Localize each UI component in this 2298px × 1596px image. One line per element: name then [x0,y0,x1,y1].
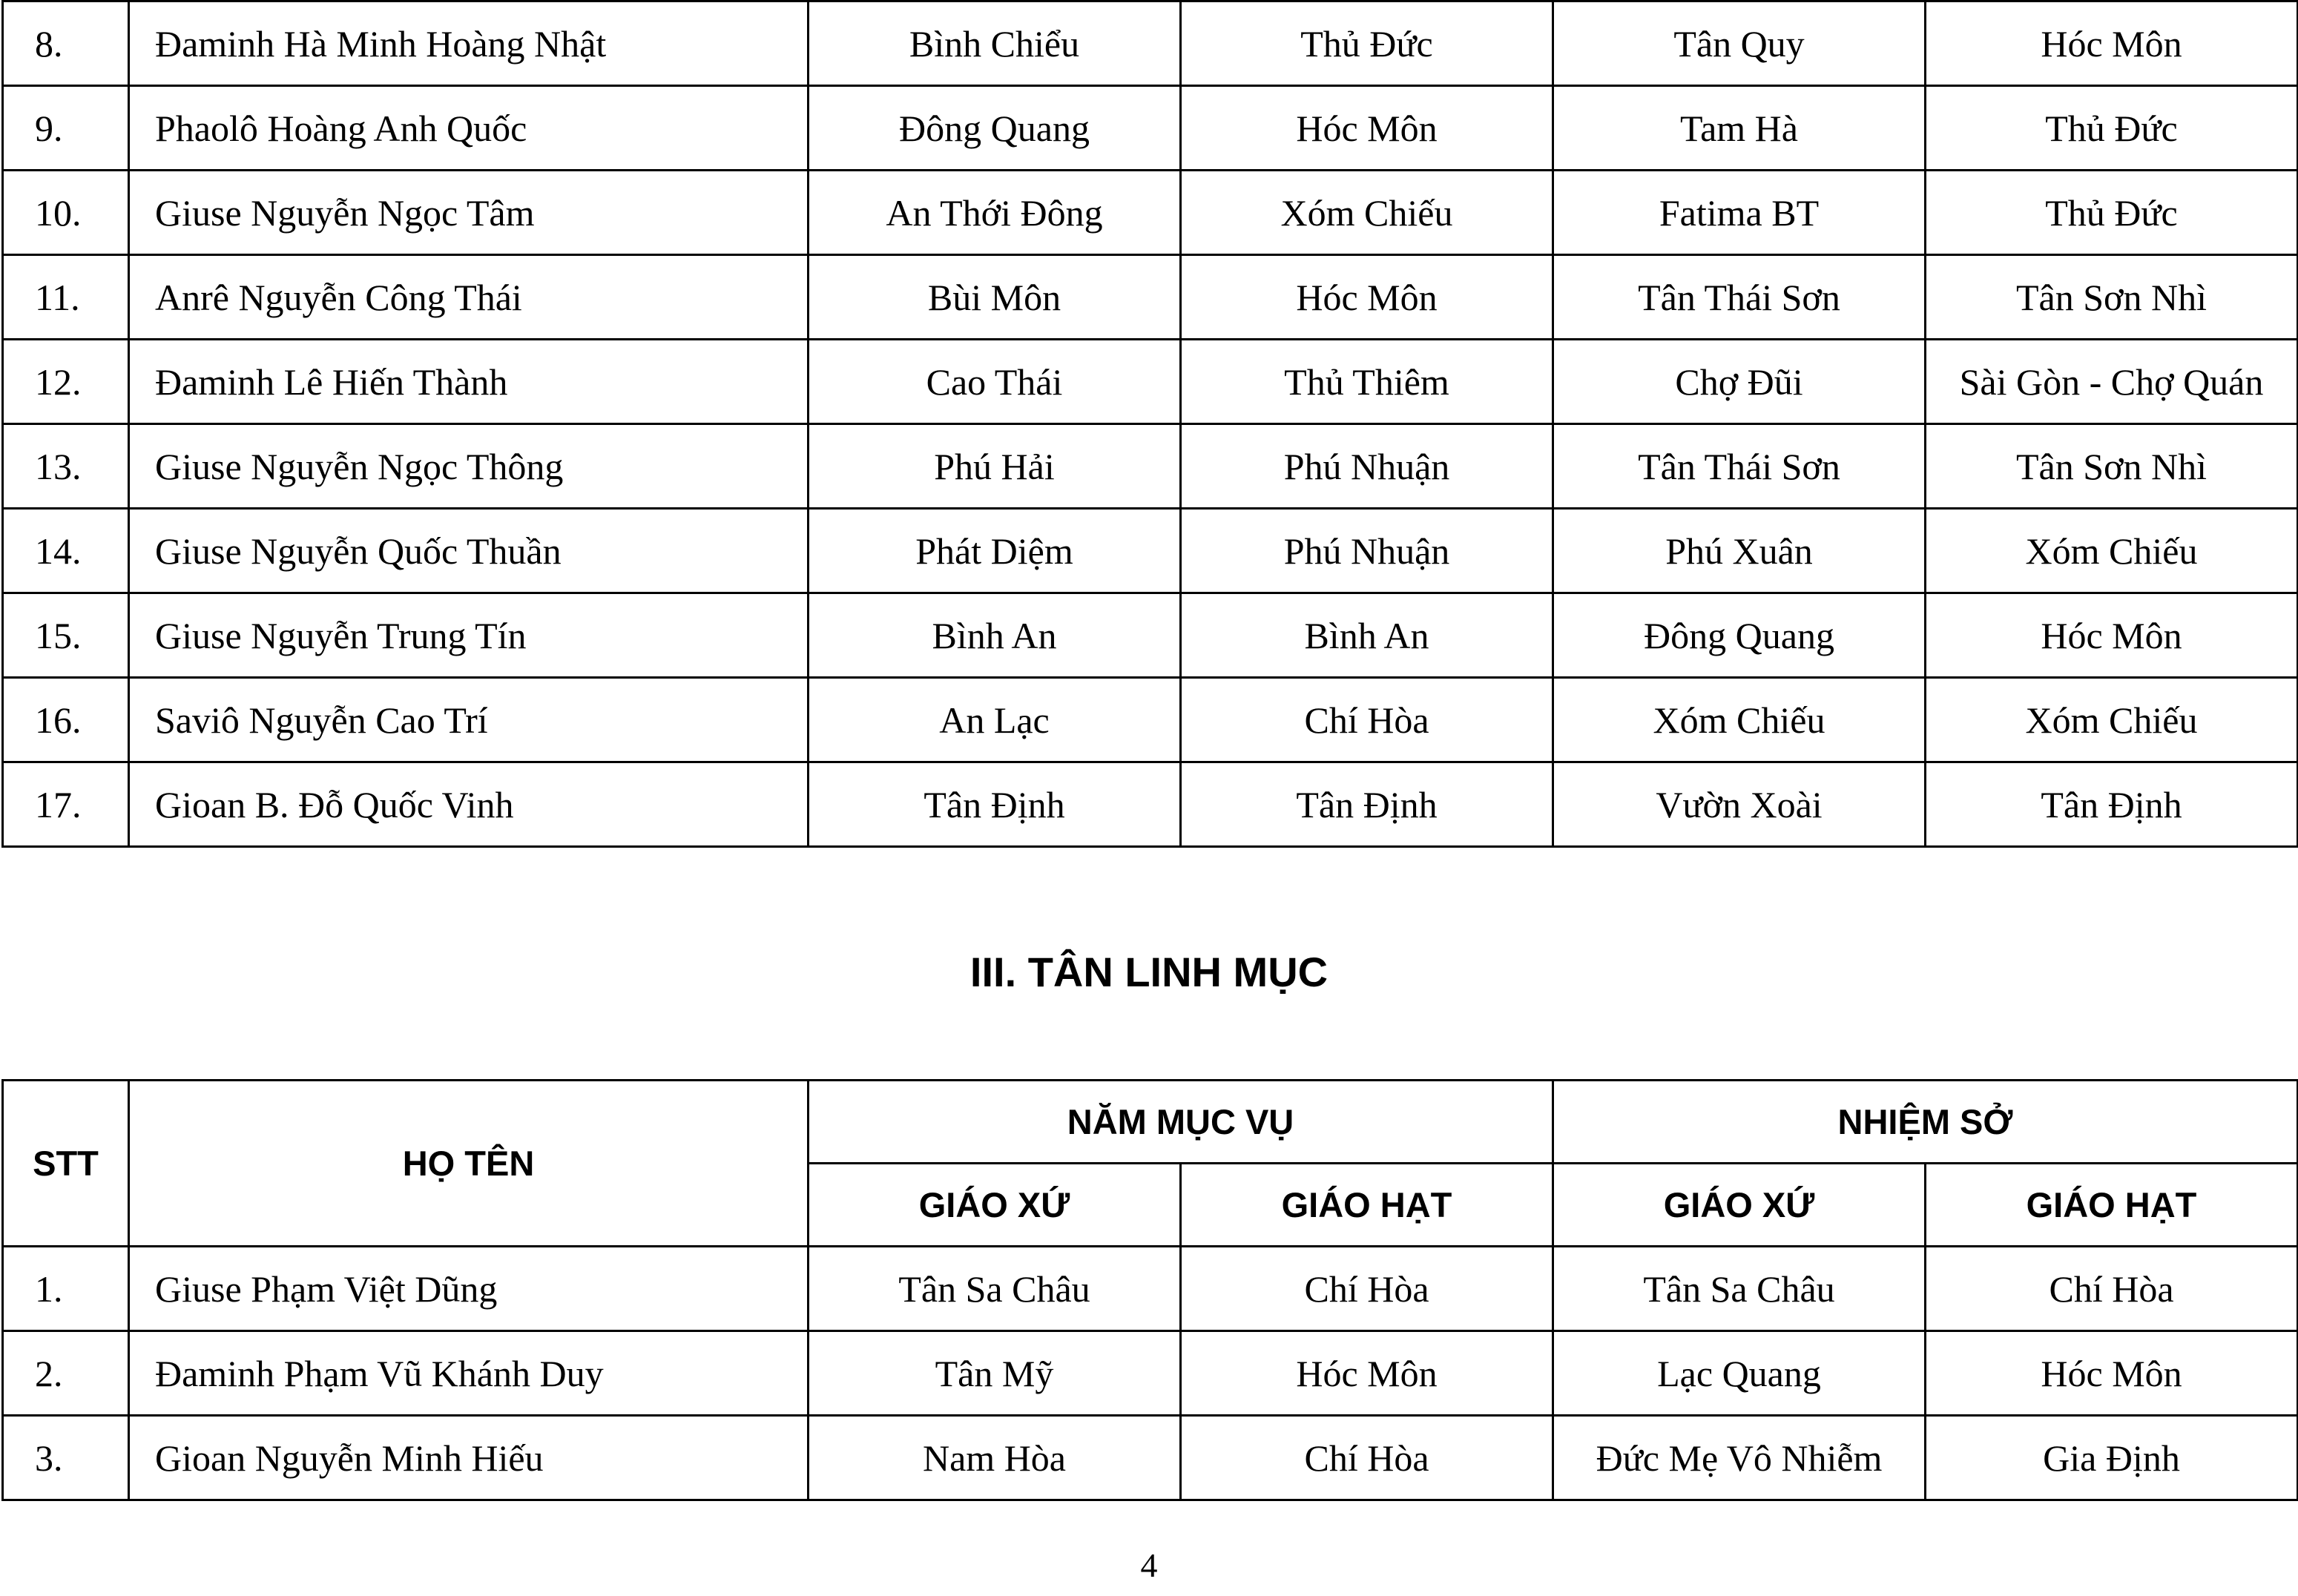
cell-deanery-assignment: Xóm Chiếu [1926,678,2298,762]
table-row [3,762,2298,847]
cell-parish-pastoral: Phú Hải [809,424,1181,509]
table-row [3,1416,2298,1500]
cell-deanery-pastoral: Chí Hòa [1181,1416,1553,1500]
header-row-top [3,1081,2298,1164]
cell-parish-assignment: Đông Quang [1553,593,1926,678]
cell-deanery-assignment: Sài Gòn - Chợ Quán [1926,340,2298,424]
table-row [3,340,2298,424]
new-priests-table-header [3,1081,2298,1247]
cell-deanery-assignment: Chí Hòa [1926,1247,2298,1331]
cell-full-name: Giuse Nguyễn Ngọc Thông [129,424,809,509]
cell-stt: 13. [3,424,129,509]
new-priests-table [1,1079,2298,1501]
cell-parish-assignment: Đức Mẹ Vô Nhiễm [1553,1416,1926,1500]
cell-stt: 9. [3,86,129,171]
cell-stt: 11. [3,255,129,340]
cell-deanery-assignment: Thủ Đức [1926,171,2298,255]
cell-stt: 14. [3,509,129,593]
cell-full-name: Anrê Nguyễn Công Thái [129,255,809,340]
cell-parish-assignment: Vườn Xoài [1553,762,1926,847]
cell-deanery-pastoral: Hóc Môn [1181,1331,1553,1416]
table-row [3,509,2298,593]
cell-parish-assignment: Xóm Chiếu [1553,678,1926,762]
cell-full-name: Đaminh Phạm Vũ Khánh Duy [129,1331,809,1416]
cell-parish-pastoral: Đông Quang [809,86,1181,171]
cell-parish-pastoral: An Lạc [809,678,1181,762]
cell-stt: 1. [3,1247,129,1331]
table-row [3,1331,2298,1416]
header-assignment: NHIỆM SỞ [1553,1081,2298,1164]
cell-deanery-assignment: Hóc Môn [1926,1,2298,86]
header-deanery-assignment: GIÁO HẠT [1926,1164,2298,1247]
cell-full-name: Phaolô Hoàng Anh Quốc [129,86,809,171]
cell-deanery-pastoral: Bình An [1181,593,1553,678]
cell-deanery-pastoral: Tân Định [1181,762,1553,847]
cell-parish-pastoral: Tân Sa Châu [809,1247,1181,1331]
cell-full-name: Đaminh Lê Hiến Thành [129,340,809,424]
cell-deanery-pastoral: Xóm Chiếu [1181,171,1553,255]
cell-parish-assignment: Tân Quy [1553,1,1926,86]
table-row [3,255,2298,340]
cell-parish-assignment: Tân Thái Sơn [1553,424,1926,509]
cell-stt: 15. [3,593,129,678]
table-row [3,1,2298,86]
page-number: 4 [1140,1546,1158,1584]
cell-deanery-pastoral: Chí Hòa [1181,678,1553,762]
cell-stt: 10. [3,171,129,255]
table-row [3,171,2298,255]
cell-parish-assignment: Phú Xuân [1553,509,1926,593]
cell-parish-pastoral: Bình Chiểu [809,1,1181,86]
cell-parish-pastoral: Bùi Môn [809,255,1181,340]
assignment-table-continued-body [3,1,2298,847]
cell-parish-pastoral: Cao Thái [809,340,1181,424]
cell-parish-assignment: Tân Sa Châu [1553,1247,1926,1331]
cell-parish-assignment: Lạc Quang [1553,1331,1926,1416]
new-priests-table-body [3,1247,2298,1500]
table-row [3,593,2298,678]
cell-deanery-pastoral: Thủ Thiêm [1181,340,1553,424]
cell-parish-pastoral: Tân Định [809,762,1181,847]
cell-deanery-pastoral: Phú Nhuận [1181,424,1553,509]
cell-deanery-pastoral: Phú Nhuận [1181,509,1553,593]
cell-parish-assignment: Tam Hà [1553,86,1926,171]
cell-parish-pastoral: Bình An [809,593,1181,678]
cell-full-name: Saviô Nguyễn Cao Trí [129,678,809,762]
cell-parish-pastoral: Phát Diệm [809,509,1181,593]
header-parish-assignment: GIÁO XỨ [1553,1164,1926,1247]
cell-deanery-assignment: Tân Sơn Nhì [1926,255,2298,340]
cell-deanery-assignment: Thủ Đức [1926,86,2298,171]
cell-deanery-pastoral: Thủ Đức [1181,1,1553,86]
table-row [3,1247,2298,1331]
cell-parish-assignment: Tân Thái Sơn [1553,255,1926,340]
cell-full-name: Giuse Nguyễn Trung Tín [129,593,809,678]
cell-full-name: Giuse Nguyễn Quốc Thuần [129,509,809,593]
cell-deanery-assignment: Gia Định [1926,1416,2298,1500]
cell-parish-pastoral: Nam Hòa [809,1416,1181,1500]
cell-stt: 3. [3,1416,129,1500]
cell-deanery-pastoral: Chí Hòa [1181,1247,1553,1331]
table-row [3,678,2298,762]
cell-stt: 12. [3,340,129,424]
section-title: III. TÂN LINH MỤC [969,949,1329,995]
table-row [3,424,2298,509]
cell-parish-pastoral: An Thới Đông [809,171,1181,255]
header-full-name: HỌ TÊN [129,1081,809,1247]
header-stt: STT [3,1081,129,1247]
header-deanery-pastoral: GIÁO HẠT [1181,1164,1553,1247]
cell-full-name: Gioan B. Đỗ Quốc Vinh [129,762,809,847]
cell-parish-assignment: Fatima BT [1553,171,1926,255]
cell-deanery-assignment: Hóc Môn [1926,1331,2298,1416]
cell-deanery-assignment: Xóm Chiếu [1926,509,2298,593]
cell-deanery-assignment: Hóc Môn [1926,593,2298,678]
cell-full-name: Đaminh Hà Minh Hoàng Nhật [129,1,809,86]
cell-parish-pastoral: Tân Mỹ [809,1331,1181,1416]
cell-deanery-pastoral: Hóc Môn [1181,255,1553,340]
cell-full-name: Gioan Nguyễn Minh Hiếu [129,1416,809,1500]
cell-full-name: Giuse Nguyễn Ngọc Tâm [129,171,809,255]
assignment-table-continued [1,0,2298,848]
table-row [3,86,2298,171]
cell-deanery-pastoral: Hóc Môn [1181,86,1553,171]
header-parish-pastoral: GIÁO XỨ [809,1164,1181,1247]
cell-full-name: Giuse Phạm Việt Dũng [129,1247,809,1331]
cell-parish-assignment: Chợ Đũi [1553,340,1926,424]
header-pastoral-year: NĂM MỤC VỤ [809,1081,1553,1164]
cell-stt: 2. [3,1331,129,1416]
cell-stt: 16. [3,678,129,762]
cell-stt: 8. [3,1,129,86]
cell-stt: 17. [3,762,129,847]
cell-deanery-assignment: Tân Định [1926,762,2298,847]
cell-deanery-assignment: Tân Sơn Nhì [1926,424,2298,509]
